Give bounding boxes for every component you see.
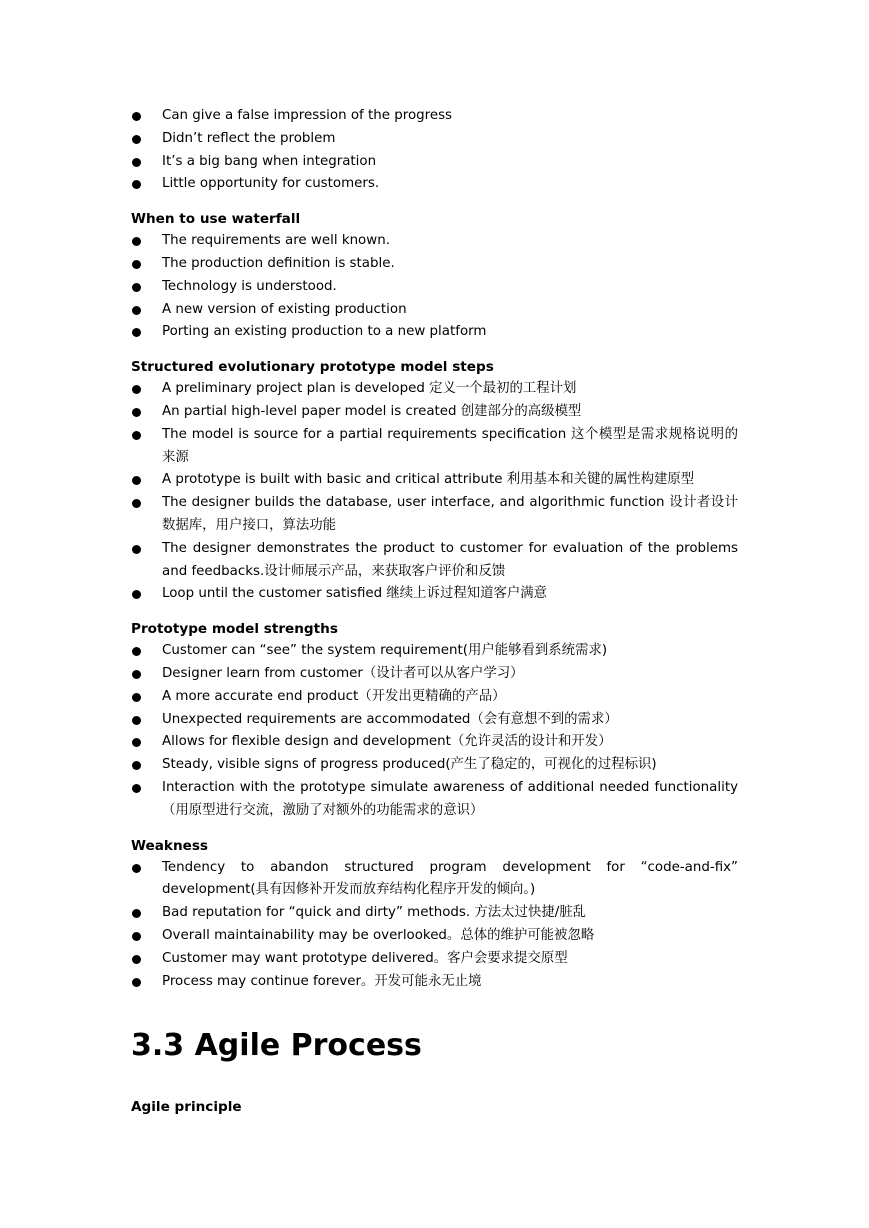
strengths-bullet-list bbox=[131, 640, 738, 822]
list-item-text: The requirements are well known. bbox=[162, 233, 390, 249]
section-heading: Structured evolutionary prototype model steps bbox=[131, 359, 494, 376]
list-item bbox=[131, 925, 738, 948]
bullet-icon bbox=[132, 431, 141, 440]
list-item bbox=[131, 151, 738, 174]
bullet-icon bbox=[132, 761, 141, 770]
list-item-text: An partial high-level paper model is created 创建部分的高级模型 bbox=[162, 403, 582, 419]
bullet-icon bbox=[132, 283, 141, 292]
list-item-text: Steady, visible signs of progress produced(产生了稳定的，可视化的过程标识) bbox=[162, 757, 657, 773]
bullet-icon bbox=[132, 158, 141, 167]
bullet-icon bbox=[132, 545, 141, 554]
list-item bbox=[131, 173, 738, 196]
list-item-text: Allows for flexible design and development（允许灵活的设计和开发） bbox=[162, 734, 612, 750]
list-item bbox=[131, 948, 738, 971]
list-item bbox=[131, 321, 738, 344]
list-item bbox=[131, 230, 738, 253]
list-item bbox=[131, 105, 738, 128]
bullet-icon bbox=[132, 499, 141, 508]
list-item bbox=[131, 754, 738, 777]
bullet-icon bbox=[132, 864, 141, 873]
bullet-icon bbox=[132, 180, 141, 189]
section-heading: Weakness bbox=[131, 837, 209, 854]
bullet-icon bbox=[132, 738, 141, 747]
list-item bbox=[131, 253, 738, 276]
prototype-steps-section bbox=[131, 356, 738, 606]
list-item-text: Designer learn from customer（设计者可以从客户学习） bbox=[162, 665, 524, 681]
list-item bbox=[131, 469, 738, 492]
list-item bbox=[131, 857, 738, 903]
list-item-text: Process may continue forever。开发可能永无止境 bbox=[162, 973, 482, 989]
list-item bbox=[131, 276, 738, 299]
list-item bbox=[131, 731, 738, 754]
bullet-icon bbox=[132, 909, 141, 918]
list-item-text: Customer can “see” the system requirement(用户能够看到系统需求) bbox=[162, 643, 608, 659]
list-item-text: Loop until the customer satisfied 继续上诉过程知道客户满意 bbox=[162, 586, 548, 602]
agile-principle-heading: Agile principle bbox=[131, 1099, 242, 1116]
bullet-icon bbox=[132, 306, 141, 315]
list-item-text: A preliminary project plan is developed 定义一个最初的工程计划 bbox=[162, 381, 577, 397]
waterfall-section bbox=[131, 208, 738, 344]
bullet-icon bbox=[132, 237, 141, 246]
bullet-icon bbox=[132, 955, 141, 964]
list-item-text: Customer may want prototype delivered。客户会要求提交原型 bbox=[162, 950, 568, 966]
waterfall-bullet-list bbox=[131, 230, 738, 344]
list-item bbox=[131, 538, 738, 584]
list-item bbox=[131, 686, 738, 709]
list-item bbox=[131, 583, 738, 606]
list-item-text: Didn’t reflect the problem bbox=[162, 130, 336, 146]
list-item bbox=[131, 777, 738, 823]
bullet-icon bbox=[132, 978, 141, 987]
list-item bbox=[131, 663, 738, 686]
list-item bbox=[131, 971, 738, 994]
bullet-icon bbox=[132, 385, 141, 394]
list-item-text: A prototype is built with basic and critical attribute 利用基本和关键的属性构建原型 bbox=[162, 472, 695, 488]
list-item bbox=[131, 492, 738, 538]
list-item bbox=[131, 128, 738, 151]
bullet-icon bbox=[132, 590, 141, 599]
bullet-icon bbox=[132, 112, 141, 121]
strengths-section bbox=[131, 618, 738, 822]
list-item-text: The designer builds the database, user interface, and algorithmic function 设计者设计数据库，用户接口，算法功能 bbox=[162, 495, 738, 533]
bullet-icon bbox=[132, 670, 141, 679]
list-item bbox=[131, 902, 738, 925]
section-heading: When to use waterfall bbox=[131, 211, 301, 228]
list-item-text: Interaction with the prototype simulate awareness of additional needed functionality（用原型进行交流，激励了对额外的功能需求的意识） bbox=[162, 779, 738, 818]
section-heading: Prototype model strengths bbox=[131, 621, 338, 638]
list-item bbox=[131, 401, 738, 424]
list-item-text: Technology is understood. bbox=[162, 278, 337, 294]
list-item-text: Little opportunity for customers. bbox=[162, 176, 380, 192]
list-item-text: Can give a false impression of the progress bbox=[162, 108, 453, 123]
bullet-icon bbox=[132, 135, 141, 144]
list-item bbox=[131, 424, 738, 470]
list-item bbox=[131, 299, 738, 322]
list-item-text: Bad reputation for “quick and dirty” methods. 方法太过快捷/脏乱 bbox=[162, 905, 587, 921]
list-item bbox=[131, 378, 738, 401]
bullet-icon bbox=[132, 260, 141, 269]
list-item-text: It’s a big bang when integration bbox=[162, 153, 377, 169]
list-item-text: Unexpected requirements are accommodated（会有意想不到的需求） bbox=[162, 711, 618, 727]
prototype-steps-bullet-list bbox=[131, 378, 738, 606]
intro-bullet-list bbox=[131, 105, 738, 196]
bullet-icon bbox=[132, 408, 141, 417]
bullet-icon bbox=[132, 476, 141, 485]
weakness-bullet-list bbox=[131, 857, 738, 994]
list-item-text: A more accurate end product（开发出更精确的产品） bbox=[162, 688, 506, 704]
list-item-text: Overall maintainability may be overlooked。总体的维护可能被忽略 bbox=[162, 927, 595, 943]
bullet-icon bbox=[132, 647, 141, 656]
list-item-text: The designer demonstrates the product to customer for evaluation of the problems and feedbacks.设计师展示产品，来获取客户评价和反馈 bbox=[162, 540, 738, 579]
bullet-icon bbox=[132, 328, 141, 337]
list-item-text: The model is source for a partial requirements specification 这个模型是需求规格说明的来源 bbox=[162, 426, 738, 465]
weakness-section bbox=[131, 835, 738, 994]
bullet-icon bbox=[132, 784, 141, 793]
list-item-text: Tendency to abandon structured program development for “code-and-fix” development(具有因修补开发而放弃结构化程序开发的倾向。) bbox=[162, 859, 738, 898]
list-item bbox=[131, 640, 738, 663]
bullet-icon bbox=[132, 932, 141, 941]
section-title: 3.3 Agile Process bbox=[131, 1028, 422, 1064]
bullet-icon bbox=[132, 716, 141, 725]
document-content bbox=[131, 105, 738, 1118]
list-item-text: A new version of existing production bbox=[162, 301, 407, 317]
bullet-icon bbox=[132, 693, 141, 702]
list-item-text: The production definition is stable. bbox=[162, 255, 395, 271]
list-item bbox=[131, 709, 738, 732]
list-item-text: Porting an existing production to a new platform bbox=[162, 324, 487, 340]
